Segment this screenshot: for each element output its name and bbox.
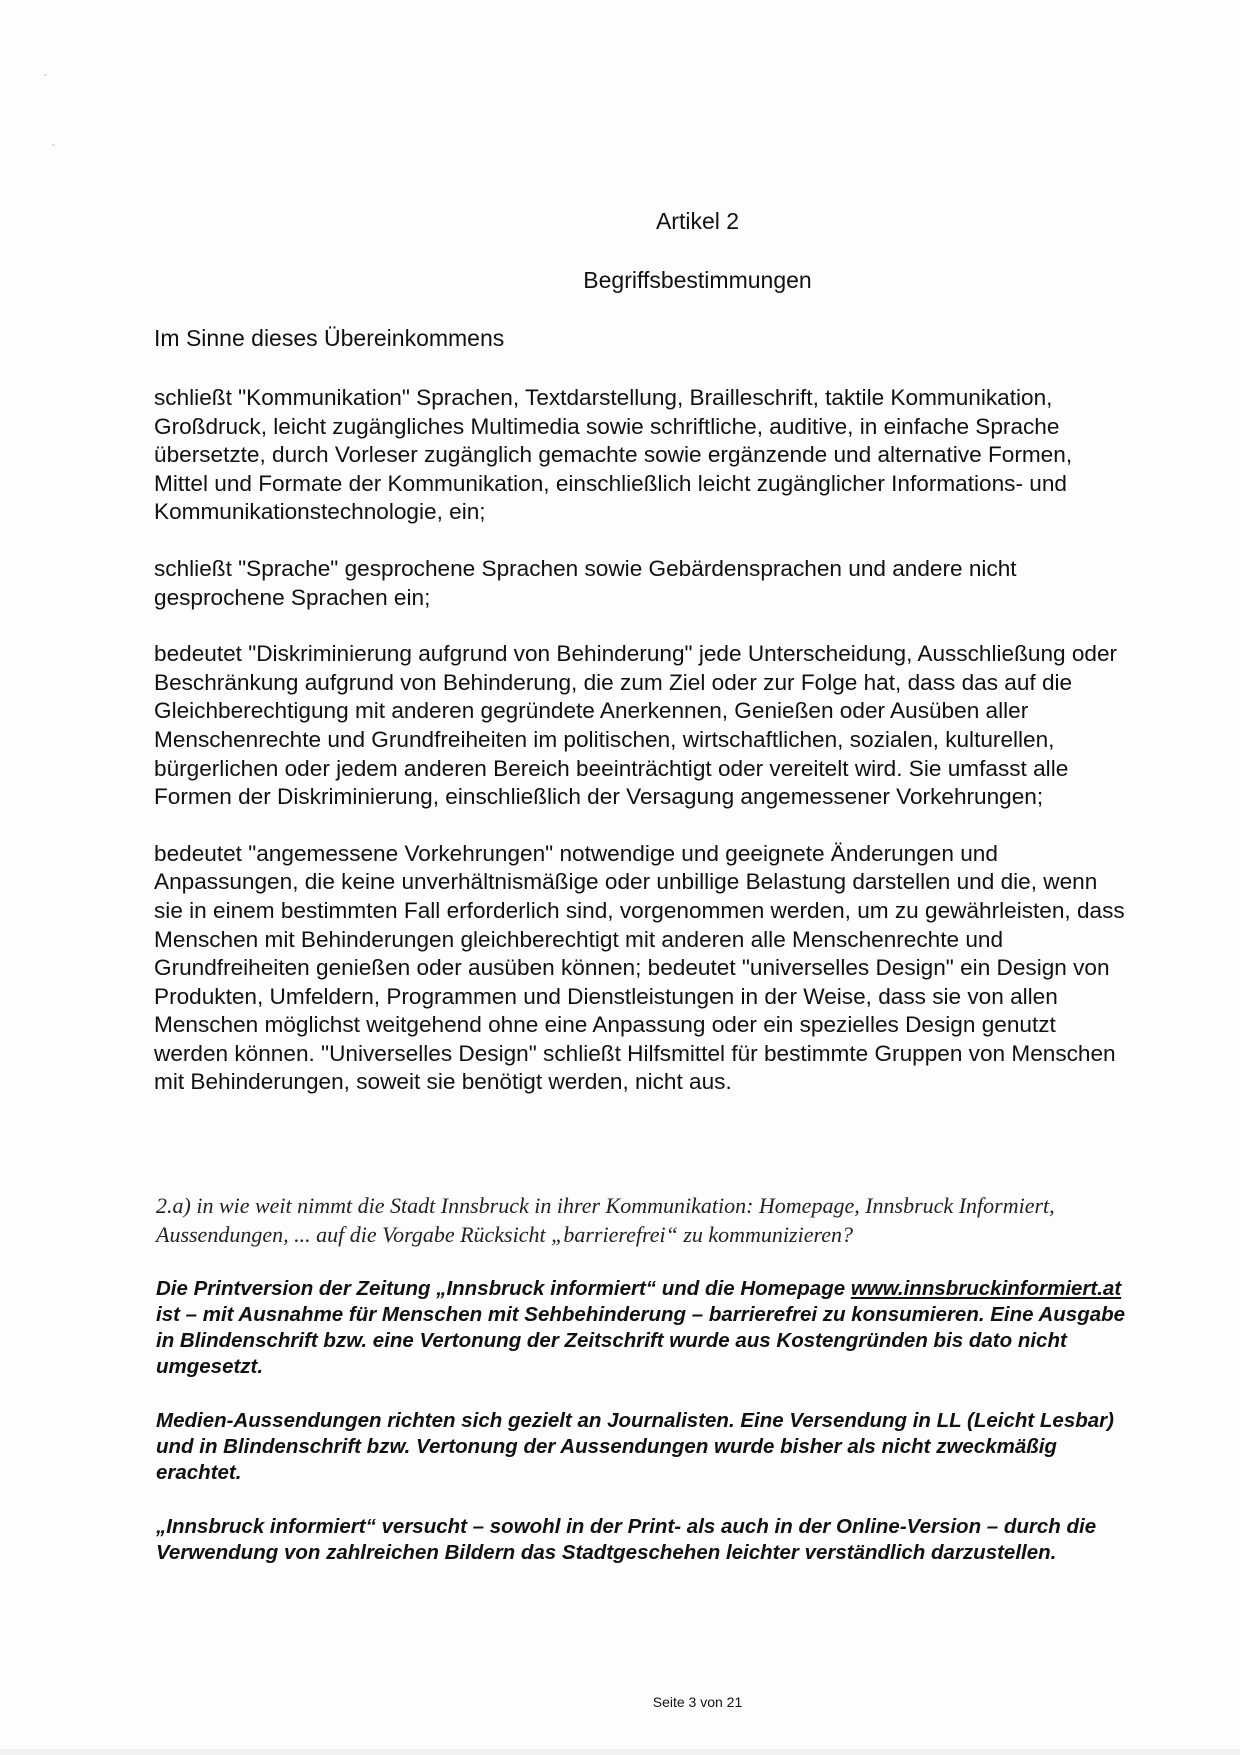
answer-text: ist – mit Ausnahme für Menschen mit Sehbehinderung – barrierefrei zu konsumieren. Eine Ausgabe in Blindenschrift bzw. eine Vertonung der Zeitschrift wurde aus Kostengründen bis dato nicht umgesetzt. [156,1303,1126,1378]
scan-edge [0,1749,1240,1755]
definition-communication: schließt "Kommunikation" Sprachen, Textdarstellung, Brailleschrift, taktile Kommunikation, Großdruck, leicht zugängliches Multimedia sowie schriftliche, auditive, in einfache Sprache übersetzte, durch Vorleser zugänglich gemachte sowie ergänzende und alternative Formen, Mittel und Formate der Kommunikation, einschließlich leicht zugänglicher Informations- und Kommunikationstechnologie, ein; [154,385,1073,525]
scan-speck [44,74,47,76]
answer-paragraph-print [156,1276,1146,1380]
page-number: Seite 3 von 21 [652,1694,743,1710]
answer-paragraph-press: Medien-Aussendungen richten sich gezielt an Journalisten. Eine Versendung in LL (Leicht Lesbar) und in Blindenschrift bzw. Vertonung der Aussendungen wurde bisher als nicht zweckmäßig erachtet. [156,1409,1114,1484]
definition-discrimination: bedeutet "Diskriminierung aufgrund von Behinderung" jede Unterscheidung, Ausschließung oder Beschränkung aufgrund von Behinderung, die zum Ziel oder zur Folge hat, dass das auf die Gleichberechtigung mit anderen gegründete Anerkennen, Genießen oder Ausüben aller Menschenrechte und Grundfreiheiten im politischen, wirtschaftlichen, sozialen, kulturellen, bürgerlichen oder jedem anderen Bereich beeinträchtigt oder vereitelt wird. Sie umfasst alle Formen der Diskriminierung, einschließlich der Versagung angemessener Vorkehrungen; [154,641,1118,810]
homepage-link[interactable]: www.innsbruckinformiert.at [850,1277,1122,1300]
answer-text: Die Printversion der Zeitung „Innsbruck informiert“ und die Homepage [156,1277,851,1300]
definition-reasonable-accommodation: bedeutet "angemessene Vorkehrungen" notwendige und geeignete Änderungen und Anpassungen, die keine unverhältnismäßige oder unbillige Belastung darstellen und die, wenn sie in einem bestimmten Fall erforderlich sind, vorgenommen werden, um zu gewährleisten, dass Menschen mit Behinderungen gleichberechtigt mit anderen alle Menschenrechte und Grundfreiheiten genießen oder ausüben können; bedeutet "universelles Design" ein Design von Produkten, Umfeldern, Programmen und Dienstleistungen in der Weise, dass sie von allen Menschen möglichst weitgehend ohne eine Anpassung oder ein spezielles Design genutzt werden können. "Universelles Design" schließt Hilfsmittel für bestimmte Gruppen von Menschen mit Behinderungen, soweit sie benötigt werden, nicht aus. [154,840,1125,1095]
question-2a: 2.a) in wie weit nimmt die Stadt Innsbruck in ihrer Kommunikation: Homepage, Innsbruck Informiert, Aussendungen, ... auf die Vorgabe Rücksicht „barrierefrei“ zu kommunizieren? [156,1193,1055,1247]
definitions-section [154,384,1129,1125]
definition-language: schließt "Sprache" gesprochene Sprachen sowie Gebärdensprachen und andere nicht gesprochene Sprachen ein; [154,555,1017,610]
article-number: Artikel 2 [655,208,740,234]
article-intro: Im Sinne dieses Übereinkommens [154,325,505,351]
scan-speck [52,144,55,146]
article-heading: Begriffsbestimmungen [583,267,812,293]
answer-paragraph-images: „Innsbruck informiert“ versucht – sowohl in der Print- als auch in der Online-Version – durch die Verwendung von zahlreichen Bildern das Stadtgeschehen leichter verständlich darzustellen. [156,1515,1097,1564]
